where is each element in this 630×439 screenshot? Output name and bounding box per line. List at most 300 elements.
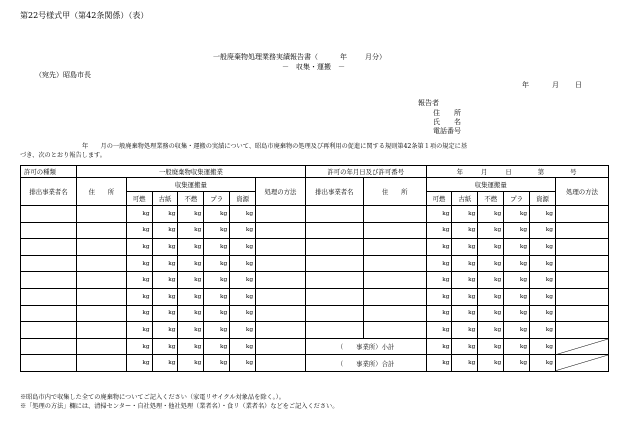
total-amount-cell[interactable] xyxy=(478,355,504,372)
amount-cell-right[interactable] xyxy=(530,288,556,305)
unit-kg: kg xyxy=(519,227,528,234)
discharger-cell-right[interactable] xyxy=(305,206,363,223)
intro-line2: づき、次のとおり報告します。 xyxy=(20,152,106,159)
amount-cell-right[interactable] xyxy=(478,288,504,305)
address-cell-right[interactable] xyxy=(364,239,427,256)
unit-kg: kg xyxy=(168,293,176,300)
amount-cell[interactable] xyxy=(152,272,178,289)
amount-cell[interactable] xyxy=(204,239,230,256)
discharger-cell-right[interactable] xyxy=(305,288,363,305)
subcol-left-2: 古紙 xyxy=(152,192,178,206)
amount-cell-right[interactable] xyxy=(426,239,452,256)
address-cell-right[interactable] xyxy=(364,272,427,289)
amount-cell[interactable] xyxy=(204,322,230,339)
table-row xyxy=(21,222,609,239)
subtotal-amount-cell[interactable] xyxy=(478,338,504,355)
method-cell-right[interactable] xyxy=(555,255,608,272)
method-cell-right[interactable] xyxy=(555,206,608,223)
permit-year: 年 xyxy=(456,168,463,176)
unit-kg: kg xyxy=(142,326,150,333)
date-year: 年 xyxy=(522,81,529,89)
unit-kg: kg xyxy=(194,277,202,284)
amount-cell-right[interactable] xyxy=(530,272,556,289)
unit-kg: kg xyxy=(142,343,150,350)
unit-kg: kg xyxy=(219,243,228,250)
amount-cell[interactable] xyxy=(230,305,256,322)
unit-kg: kg xyxy=(493,260,502,267)
unit-kg: kg xyxy=(168,260,176,267)
amount-cell[interactable] xyxy=(126,338,152,355)
title-prefix: 一般廃棄物処理業務実績報告書（ xyxy=(213,53,318,61)
subtotal-amount-cell[interactable] xyxy=(530,338,556,355)
diagonal-strike xyxy=(556,355,608,371)
note-2: ※「処理の方法」欄には、清掃センター・自社処理・他社処理（業者名）・食リ（業者名）などをご記入ください。 xyxy=(20,403,339,410)
subcol-left-1: 可燃 xyxy=(126,192,152,206)
amount-cell-right[interactable] xyxy=(426,288,452,305)
permit-date-no-field[interactable] xyxy=(426,166,608,178)
amount-cell-right[interactable] xyxy=(530,206,556,223)
unit-kg: kg xyxy=(493,227,502,234)
amount-cell[interactable] xyxy=(152,338,178,355)
discharger-cell-right[interactable] xyxy=(305,305,363,322)
amount-cell-right[interactable] xyxy=(452,288,478,305)
discharger-cell[interactable] xyxy=(21,322,77,339)
unit-kg: kg xyxy=(168,343,176,350)
unit-kg: kg xyxy=(468,243,476,250)
amount-cell-right[interactable] xyxy=(530,305,556,322)
amount-cell[interactable] xyxy=(230,288,256,305)
amount-cell-right[interactable] xyxy=(426,206,452,223)
discharger-cell-right[interactable] xyxy=(305,222,363,239)
method-cell-right[interactable] xyxy=(555,322,608,339)
method-cell-right[interactable] xyxy=(555,305,608,322)
unit-kg: kg xyxy=(468,210,476,217)
subcol-left-5: 資源 xyxy=(230,192,256,206)
amount-header: 収集運搬量 xyxy=(126,178,255,192)
unit-kg: kg xyxy=(245,360,254,367)
unit-kg: kg xyxy=(142,310,150,317)
discharger-cell-right[interactable] xyxy=(305,322,363,339)
amount-cell[interactable] xyxy=(152,222,178,239)
amount-cell[interactable] xyxy=(230,222,256,239)
method-cell[interactable] xyxy=(256,239,306,256)
amount-cell[interactable] xyxy=(178,222,204,239)
date-day: 日 xyxy=(575,81,582,89)
amount-cell[interactable] xyxy=(204,222,230,239)
unit-kg: kg xyxy=(545,360,553,367)
table-row xyxy=(21,272,609,289)
discharger-header: 排出事業者名 xyxy=(21,178,77,206)
unit-kg: kg xyxy=(493,293,502,300)
amount-cell[interactable] xyxy=(204,272,230,289)
method-cell[interactable] xyxy=(256,272,306,289)
amount-cell-right[interactable] xyxy=(504,239,530,256)
unit-kg: kg xyxy=(219,227,228,234)
amount-cell-right[interactable] xyxy=(504,322,530,339)
unit-kg: kg xyxy=(245,293,254,300)
amount-cell[interactable] xyxy=(126,305,152,322)
unit-kg: kg xyxy=(168,326,176,333)
subcol-right-5: 資源 xyxy=(530,192,556,206)
unit-kg: kg xyxy=(468,260,476,267)
address-cell-right[interactable] xyxy=(364,322,427,339)
reporter-phone: 電話番号 xyxy=(433,127,461,135)
unit-kg: kg xyxy=(219,210,228,217)
unit-kg: kg xyxy=(245,227,254,234)
address-header: 住 所 xyxy=(77,178,127,206)
subcol-right-3: 不燃 xyxy=(478,192,504,206)
permit-day: 日 xyxy=(505,168,512,176)
unit-kg: kg xyxy=(219,360,228,367)
address-cell[interactable] xyxy=(77,322,127,339)
amount-cell[interactable] xyxy=(230,206,256,223)
unit-kg: kg xyxy=(142,277,150,284)
unit-kg: kg xyxy=(245,326,254,333)
amount-cell-right[interactable] xyxy=(452,305,478,322)
amount-cell-right[interactable] xyxy=(452,272,478,289)
amount-cell-right[interactable] xyxy=(478,206,504,223)
amount-cell-right[interactable] xyxy=(504,206,530,223)
amount-cell[interactable] xyxy=(178,305,204,322)
amount-cell[interactable] xyxy=(126,272,152,289)
amount-cell-right[interactable] xyxy=(478,322,504,339)
unit-kg: kg xyxy=(545,227,553,234)
unit-kg: kg xyxy=(545,243,553,250)
discharger-cell[interactable] xyxy=(21,255,77,272)
unit-kg: kg xyxy=(493,360,502,367)
amount-cell-right[interactable] xyxy=(426,255,452,272)
amount-cell-right[interactable] xyxy=(426,272,452,289)
amount-cell[interactable] xyxy=(126,322,152,339)
address-cell-right[interactable] xyxy=(364,305,427,322)
method-header-right: 処理の方法 xyxy=(555,178,608,206)
diagonal-strike xyxy=(556,339,608,355)
discharger-cell-right[interactable] xyxy=(305,255,363,272)
unit-kg: kg xyxy=(194,326,202,333)
unit-kg: kg xyxy=(545,326,553,333)
address-cell-right[interactable] xyxy=(364,288,427,305)
amount-cell-right[interactable] xyxy=(426,222,452,239)
unit-kg: kg xyxy=(545,277,553,284)
method-cell-right[interactable] xyxy=(555,288,608,305)
amount-cell-right[interactable] xyxy=(478,239,504,256)
amount-cell[interactable] xyxy=(152,255,178,272)
unit-kg: kg xyxy=(245,210,254,217)
unit-kg: kg xyxy=(219,310,228,317)
unit-kg: kg xyxy=(142,260,150,267)
discharger-cell-right[interactable] xyxy=(305,272,363,289)
unit-kg: kg xyxy=(442,343,450,350)
address-cell[interactable] xyxy=(77,272,127,289)
unit-kg: kg xyxy=(493,310,502,317)
amount-cell-right[interactable] xyxy=(530,255,556,272)
unit-kg: kg xyxy=(545,260,553,267)
subtotal-amount-cell[interactable] xyxy=(426,338,452,355)
unit-kg: kg xyxy=(442,243,450,250)
amount-cell[interactable] xyxy=(178,272,204,289)
address-cell-right[interactable] xyxy=(364,206,427,223)
amount-cell[interactable] xyxy=(178,239,204,256)
amount-cell[interactable] xyxy=(230,322,256,339)
unit-kg: kg xyxy=(142,293,150,300)
amount-cell[interactable] xyxy=(126,206,152,223)
amount-cell[interactable] xyxy=(126,255,152,272)
amount-cell[interactable] xyxy=(230,255,256,272)
method-cell[interactable] xyxy=(256,206,306,223)
unit-kg: kg xyxy=(468,227,476,234)
unit-kg: kg xyxy=(493,326,502,333)
unit-kg: kg xyxy=(545,310,553,317)
amount-cell-right[interactable] xyxy=(504,222,530,239)
unit-kg: kg xyxy=(245,343,254,350)
discharger-cell[interactable] xyxy=(21,338,77,355)
unit-kg: kg xyxy=(142,227,150,234)
unit-kg: kg xyxy=(493,277,502,284)
unit-kg: kg xyxy=(442,310,450,317)
total-amount-cell[interactable] xyxy=(452,355,478,372)
unit-kg: kg xyxy=(142,243,150,250)
unit-kg: kg xyxy=(194,360,202,367)
method-cell[interactable] xyxy=(256,222,306,239)
total-amount-cell[interactable] xyxy=(530,355,556,372)
unit-kg: kg xyxy=(442,260,450,267)
unit-kg: kg xyxy=(545,210,553,217)
unit-kg: kg xyxy=(519,343,528,350)
unit-kg: kg xyxy=(194,210,202,217)
unit-kg: kg xyxy=(219,277,228,284)
table-row xyxy=(21,305,609,322)
reporter-name: 氏 名 xyxy=(433,118,461,126)
method-cell[interactable] xyxy=(256,355,306,372)
amount-cell-right[interactable] xyxy=(452,322,478,339)
address-cell[interactable] xyxy=(77,255,127,272)
amount-cell[interactable] xyxy=(152,206,178,223)
unit-kg: kg xyxy=(519,293,528,300)
amount-header-right: 収集運搬量 xyxy=(426,178,555,192)
subtotal-label: （ 事業所）小計 xyxy=(305,338,426,355)
unit-kg: kg xyxy=(442,277,450,284)
table-row xyxy=(21,338,609,355)
amount-cell[interactable] xyxy=(178,288,204,305)
amount-cell[interactable] xyxy=(126,239,152,256)
unit-kg: kg xyxy=(245,243,254,250)
report-table xyxy=(20,165,609,372)
amount-cell-right[interactable] xyxy=(426,305,452,322)
amount-cell[interactable] xyxy=(126,222,152,239)
unit-kg: kg xyxy=(493,210,502,217)
subcol-left-3: 不燃 xyxy=(178,192,204,206)
unit-kg: kg xyxy=(519,277,528,284)
amount-cell[interactable] xyxy=(152,355,178,372)
discharger-cell-right[interactable] xyxy=(305,239,363,256)
permit-month: 月 xyxy=(480,168,488,176)
intro-line1: 年 月の一般廃棄物処理業務の収集・運搬の実績について、昭島市廃棄物の処理及び再利用の促進に関する規則第42条第１項の規定に基 xyxy=(82,143,468,150)
amount-cell[interactable] xyxy=(204,355,230,372)
discharger-header-right: 排出事業者名 xyxy=(305,178,363,206)
unit-kg: kg xyxy=(468,343,476,350)
unit-kg: kg xyxy=(468,277,476,284)
amount-cell[interactable] xyxy=(178,322,204,339)
permit-date-no-label: 許可の年月日及び許可番号 xyxy=(305,166,426,178)
amount-cell[interactable] xyxy=(152,322,178,339)
unit-kg: kg xyxy=(519,260,528,267)
amount-cell[interactable] xyxy=(152,305,178,322)
method-cell-right[interactable] xyxy=(555,272,608,289)
method-cell[interactable] xyxy=(256,288,306,305)
unit-kg: kg xyxy=(168,360,176,367)
unit-kg: kg xyxy=(194,310,202,317)
amount-cell[interactable] xyxy=(230,355,256,372)
amount-cell[interactable] xyxy=(204,255,230,272)
amount-cell[interactable] xyxy=(126,288,152,305)
unit-kg: kg xyxy=(168,243,176,250)
header-row-1 xyxy=(21,178,609,192)
address-cell[interactable] xyxy=(77,222,127,239)
subtotal-amount-cell[interactable] xyxy=(504,338,530,355)
unit-kg: kg xyxy=(168,277,176,284)
discharger-cell[interactable] xyxy=(21,239,77,256)
amount-cell-right[interactable] xyxy=(452,239,478,256)
discharger-cell[interactable] xyxy=(21,222,77,239)
unit-kg: kg xyxy=(219,293,228,300)
unit-kg: kg xyxy=(442,227,450,234)
unit-kg: kg xyxy=(245,277,254,284)
table-row xyxy=(21,206,609,223)
discharger-cell[interactable] xyxy=(21,272,77,289)
unit-kg: kg xyxy=(442,210,450,217)
amount-cell[interactable] xyxy=(178,255,204,272)
report-subtitle: － 収集・運搬 － xyxy=(282,63,345,71)
table-row xyxy=(21,288,609,305)
amount-cell-right[interactable] xyxy=(530,322,556,339)
unit-kg: kg xyxy=(219,260,228,267)
amount-cell-right[interactable] xyxy=(452,255,478,272)
total-amount-cell[interactable] xyxy=(426,355,452,372)
subcol-left-4: プラ xyxy=(204,192,230,206)
table-row xyxy=(21,255,609,272)
address-cell[interactable] xyxy=(77,355,127,372)
amount-cell-right[interactable] xyxy=(478,305,504,322)
form-label: 第22号様式甲（第42条関係）（表） xyxy=(20,11,149,20)
method-header: 処理の方法 xyxy=(256,178,306,206)
discharger-cell[interactable] xyxy=(21,288,77,305)
method-cell[interactable] xyxy=(256,322,306,339)
amount-cell-right[interactable] xyxy=(478,255,504,272)
title-month: 月分） xyxy=(365,53,386,61)
total-amount-cell[interactable] xyxy=(504,355,530,372)
unit-kg: kg xyxy=(245,310,254,317)
unit-kg: kg xyxy=(442,360,450,367)
permit-business: 一般廃棄物収集運搬業 xyxy=(77,166,306,178)
address-cell[interactable] xyxy=(77,239,127,256)
amount-cell[interactable] xyxy=(204,338,230,355)
amount-cell[interactable] xyxy=(126,355,152,372)
unit-kg: kg xyxy=(168,227,176,234)
unit-kg: kg xyxy=(168,310,176,317)
unit-kg: kg xyxy=(519,360,528,367)
total-method-cell xyxy=(555,355,608,372)
amount-cell-right[interactable] xyxy=(452,222,478,239)
unit-kg: kg xyxy=(519,210,528,217)
reporter-label: 報告者 xyxy=(418,99,439,107)
amount-cell[interactable] xyxy=(178,206,204,223)
unit-kg: kg xyxy=(545,293,553,300)
method-cell[interactable] xyxy=(256,305,306,322)
discharger-cell[interactable] xyxy=(21,355,77,372)
unit-kg: kg xyxy=(468,360,476,367)
unit-kg: kg xyxy=(545,343,553,350)
unit-kg: kg xyxy=(194,227,202,234)
amount-cell[interactable] xyxy=(152,288,178,305)
amount-cell-right[interactable] xyxy=(530,222,556,239)
address-cell[interactable] xyxy=(77,206,127,223)
permit-row xyxy=(21,166,609,178)
title-year: 年 xyxy=(340,53,347,61)
unit-kg: kg xyxy=(194,243,202,250)
amount-cell[interactable] xyxy=(230,272,256,289)
unit-kg: kg xyxy=(519,310,528,317)
address-cell[interactable] xyxy=(77,338,127,355)
total-label: （ 事業所）合計 xyxy=(305,355,426,372)
discharger-cell[interactable] xyxy=(21,206,77,223)
amount-cell-right[interactable] xyxy=(504,288,530,305)
amount-cell-right[interactable] xyxy=(478,272,504,289)
address-cell-right[interactable] xyxy=(364,255,427,272)
amount-cell[interactable] xyxy=(204,305,230,322)
amount-cell[interactable] xyxy=(152,239,178,256)
amount-cell-right[interactable] xyxy=(530,239,556,256)
address-cell[interactable] xyxy=(77,288,127,305)
permit-go: 号 xyxy=(570,168,577,176)
addressee: （宛先）昭島市長 xyxy=(35,71,91,79)
unit-kg: kg xyxy=(493,243,502,250)
unit-kg: kg xyxy=(468,326,476,333)
discharger-cell[interactable] xyxy=(21,305,77,322)
unit-kg: kg xyxy=(468,310,476,317)
unit-kg: kg xyxy=(142,360,150,367)
unit-kg: kg xyxy=(519,243,528,250)
unit-kg: kg xyxy=(245,260,254,267)
amount-cell-right[interactable] xyxy=(452,206,478,223)
subcol-right-4: プラ xyxy=(504,192,530,206)
amount-cell-right[interactable] xyxy=(504,305,530,322)
amount-cell-right[interactable] xyxy=(426,322,452,339)
amount-cell[interactable] xyxy=(178,338,204,355)
method-cell[interactable] xyxy=(256,338,306,355)
address-cell-right[interactable] xyxy=(364,222,427,239)
subtotal-method-cell xyxy=(555,338,608,355)
amount-cell[interactable] xyxy=(178,355,204,372)
amount-cell-right[interactable] xyxy=(504,255,530,272)
method-cell-right[interactable] xyxy=(555,222,608,239)
unit-kg: kg xyxy=(194,260,202,267)
amount-cell[interactable] xyxy=(230,239,256,256)
amount-cell[interactable] xyxy=(204,206,230,223)
table-row xyxy=(21,239,609,256)
method-cell[interactable] xyxy=(256,255,306,272)
unit-kg: kg xyxy=(219,326,228,333)
subcol-right-2: 古紙 xyxy=(452,192,478,206)
table-row xyxy=(21,355,609,372)
amount-cell[interactable] xyxy=(230,338,256,355)
method-cell-right[interactable] xyxy=(555,239,608,256)
amount-cell-right[interactable] xyxy=(504,272,530,289)
address-cell[interactable] xyxy=(77,305,127,322)
subtotal-amount-cell[interactable] xyxy=(452,338,478,355)
address-header-right: 住 所 xyxy=(364,178,427,206)
amount-cell-right[interactable] xyxy=(478,222,504,239)
amount-cell[interactable] xyxy=(204,288,230,305)
